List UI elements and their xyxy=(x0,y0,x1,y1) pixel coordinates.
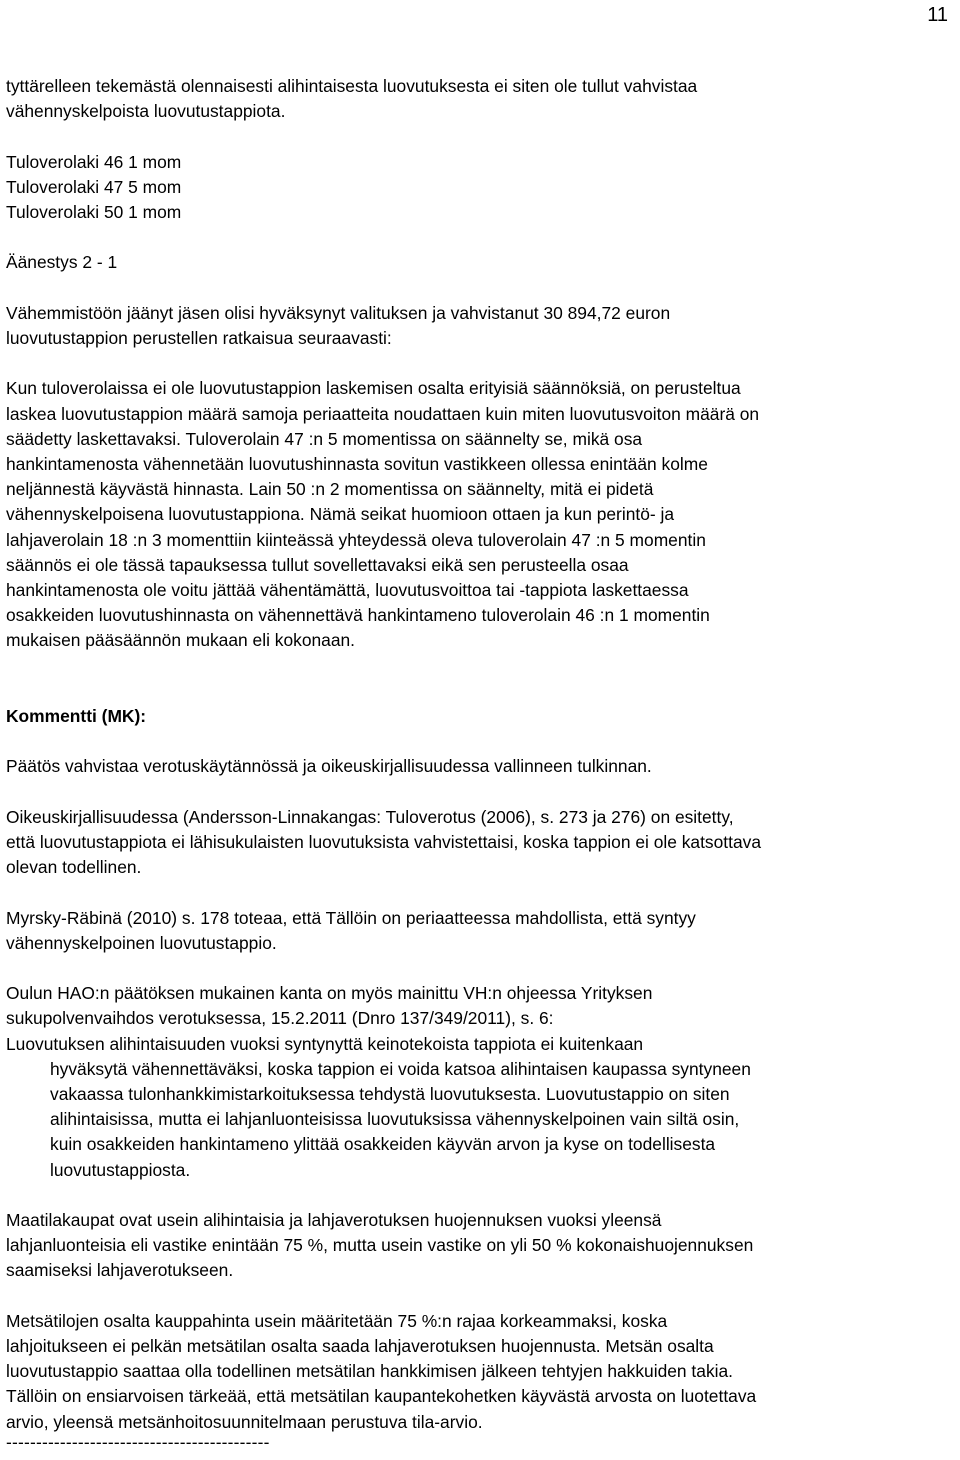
page-number: 11 xyxy=(927,4,948,26)
minority-opinion-intro: Vähemmistöön jäänyt jäsen olisi hyväksynyt valituksen ja vahvistanut 30 894,72 euron luovutustappion perustellen ratkaisua seuraavasti: xyxy=(6,302,671,348)
minority-opinion-reasoning: Kun tuloverolaissa ei ole luovutustappion laskemisen osalta erityisiä säännöksiä, on perusteltua laskea luovutustappion määrä samoja periaatteita noudattaen kuin miten luovutusvoiton määrä on säädetty laskettavaksi. Tuloverolain 47 :n 5 momentissa on säännelty se, mikä osa hankintamenosta vähennetään luovutushinnasta sovitun vastikkeen ollessa enintään kolme neljännestä käyvästä hinnasta. Lain 50 :n 2 momentissa on säännelty, mitä ei pidetä vähennyskelpoisena luovutustappiona. Nämä seikat huomioon ottaen ja kun perintö- ja lahjaverolain 18 :n 3 momenttiin kiinteässä yhteydessä oleva tuloverolain 47 :n 5 momentin säännös ei ole tässä tapauksessa tullut sovellettavaksi eikä sen perusteella osaa hankintamenosta ole voitu jättää vähentämättä, luovutusvoittoa tai -tappiota laskettaessa osakkeiden luovutushinnasta on vähennettävä hankintameno tuloverolain 46 :n 1 momentin mukaisen pääsäännön mukaan eli kokonaan. xyxy=(6,378,760,651)
paragraph-intro: tyttärelleen tekemästä olennaisesti alihintaisesta luovutuksesta ei siten ole tullut vahvistaa vähennyskelpoista luovutustappiota. xyxy=(6,76,698,122)
guideline-quote: Luovutuksen alihintaisuuden vuoksi syntynyttä keinotekoista tappiota ei kuitenkaan hyväksytä vähennettäväksi, koska tappion ei voida katsoa alihintaisen kaupassa syntyneen vakaassa tulonhankkimistarkoituksessa tehdystä luovutuksesta. Luovutustappio on siten alihintaisissa, mutta ei lahjanluonteisissa luovutuksissa vähennyskelpoinen vain siltä osin, kuin osakkeiden hankintameno ylittää osakkeiden käyvän arvon ja kyse on todellisesta luovutustappiosta. xyxy=(6,1033,751,1180)
comment-paragraph-2: Oikeuskirjallisuudessa (Andersson-Linnakangas: Tuloverotus (2006), s. 273 ja 276) on esitetty, että luovutustappiota ei lähisukulaisten luovutuksista vahvistettaisi, koska tappion ei ole katsottava olevan todellinen. xyxy=(6,806,762,878)
comment-paragraph-1: Päätös vahvistaa verotuskäytännössä ja oikeuskirjallisuudessa vallinneen tulkinnan. xyxy=(6,756,652,777)
law-references: Tuloverolaki 46 1 mom Tuloverolaki 47 5 mom Tuloverolaki 50 1 mom xyxy=(6,151,182,222)
comment-heading: Kommentti (MK): xyxy=(6,705,147,726)
document-body xyxy=(6,74,954,1460)
comment-paragraph-4: Oulun HAO:n päätöksen mukainen kanta on myös mainittu VH:n ohjeessa Yrityksen sukupolvenvaihdos verotuksessa, 15.2.2011 (Dnro 137/349/2011), s. 6: xyxy=(6,983,653,1029)
footnote-separator: -------------------------------------------- xyxy=(6,1432,270,1452)
comment-paragraph-3: Myrsky-Räbinä (2010) s. 178 toteaa, että Tällöin on periaatteessa mahdollista, että syntyy vähennyskelpoinen luovutustappio. xyxy=(6,907,696,953)
comment-paragraph-6: Metsätilojen osalta kauppahinta usein määritetään 75 %:n rajaa korkeammaksi, koska lahjoitukseen ei pelkän metsätilan osalta saada lahjaverotuksen huojennusta. Metsän osalta luovutustappio saattaa olla todellinen metsätilan hankkimisen jälkeen tehtyjen hakkuiden takia. Tällöin on ensiarvoisen tärkeää, että metsätilan kaupantekohetken käyvästä arvosta on luotettava arvio, yleensä metsänhoitosuunnitelmaan perustuva tila-arvio. xyxy=(6,1310,757,1432)
comment-paragraph-5: Maatilakaupat ovat usein alihintaisia ja lahjaverotuksen huojennuksen vuoksi yleensä lahjanluonteisia eli vastike enintään 75 %, mutta usein vastike on yli 50 % kokonaishuojennuksen saamiseksi lahjaverotukseen. xyxy=(6,1209,754,1281)
spacer xyxy=(6,679,954,704)
vote-result: Äänestys 2 - 1 xyxy=(6,252,118,273)
